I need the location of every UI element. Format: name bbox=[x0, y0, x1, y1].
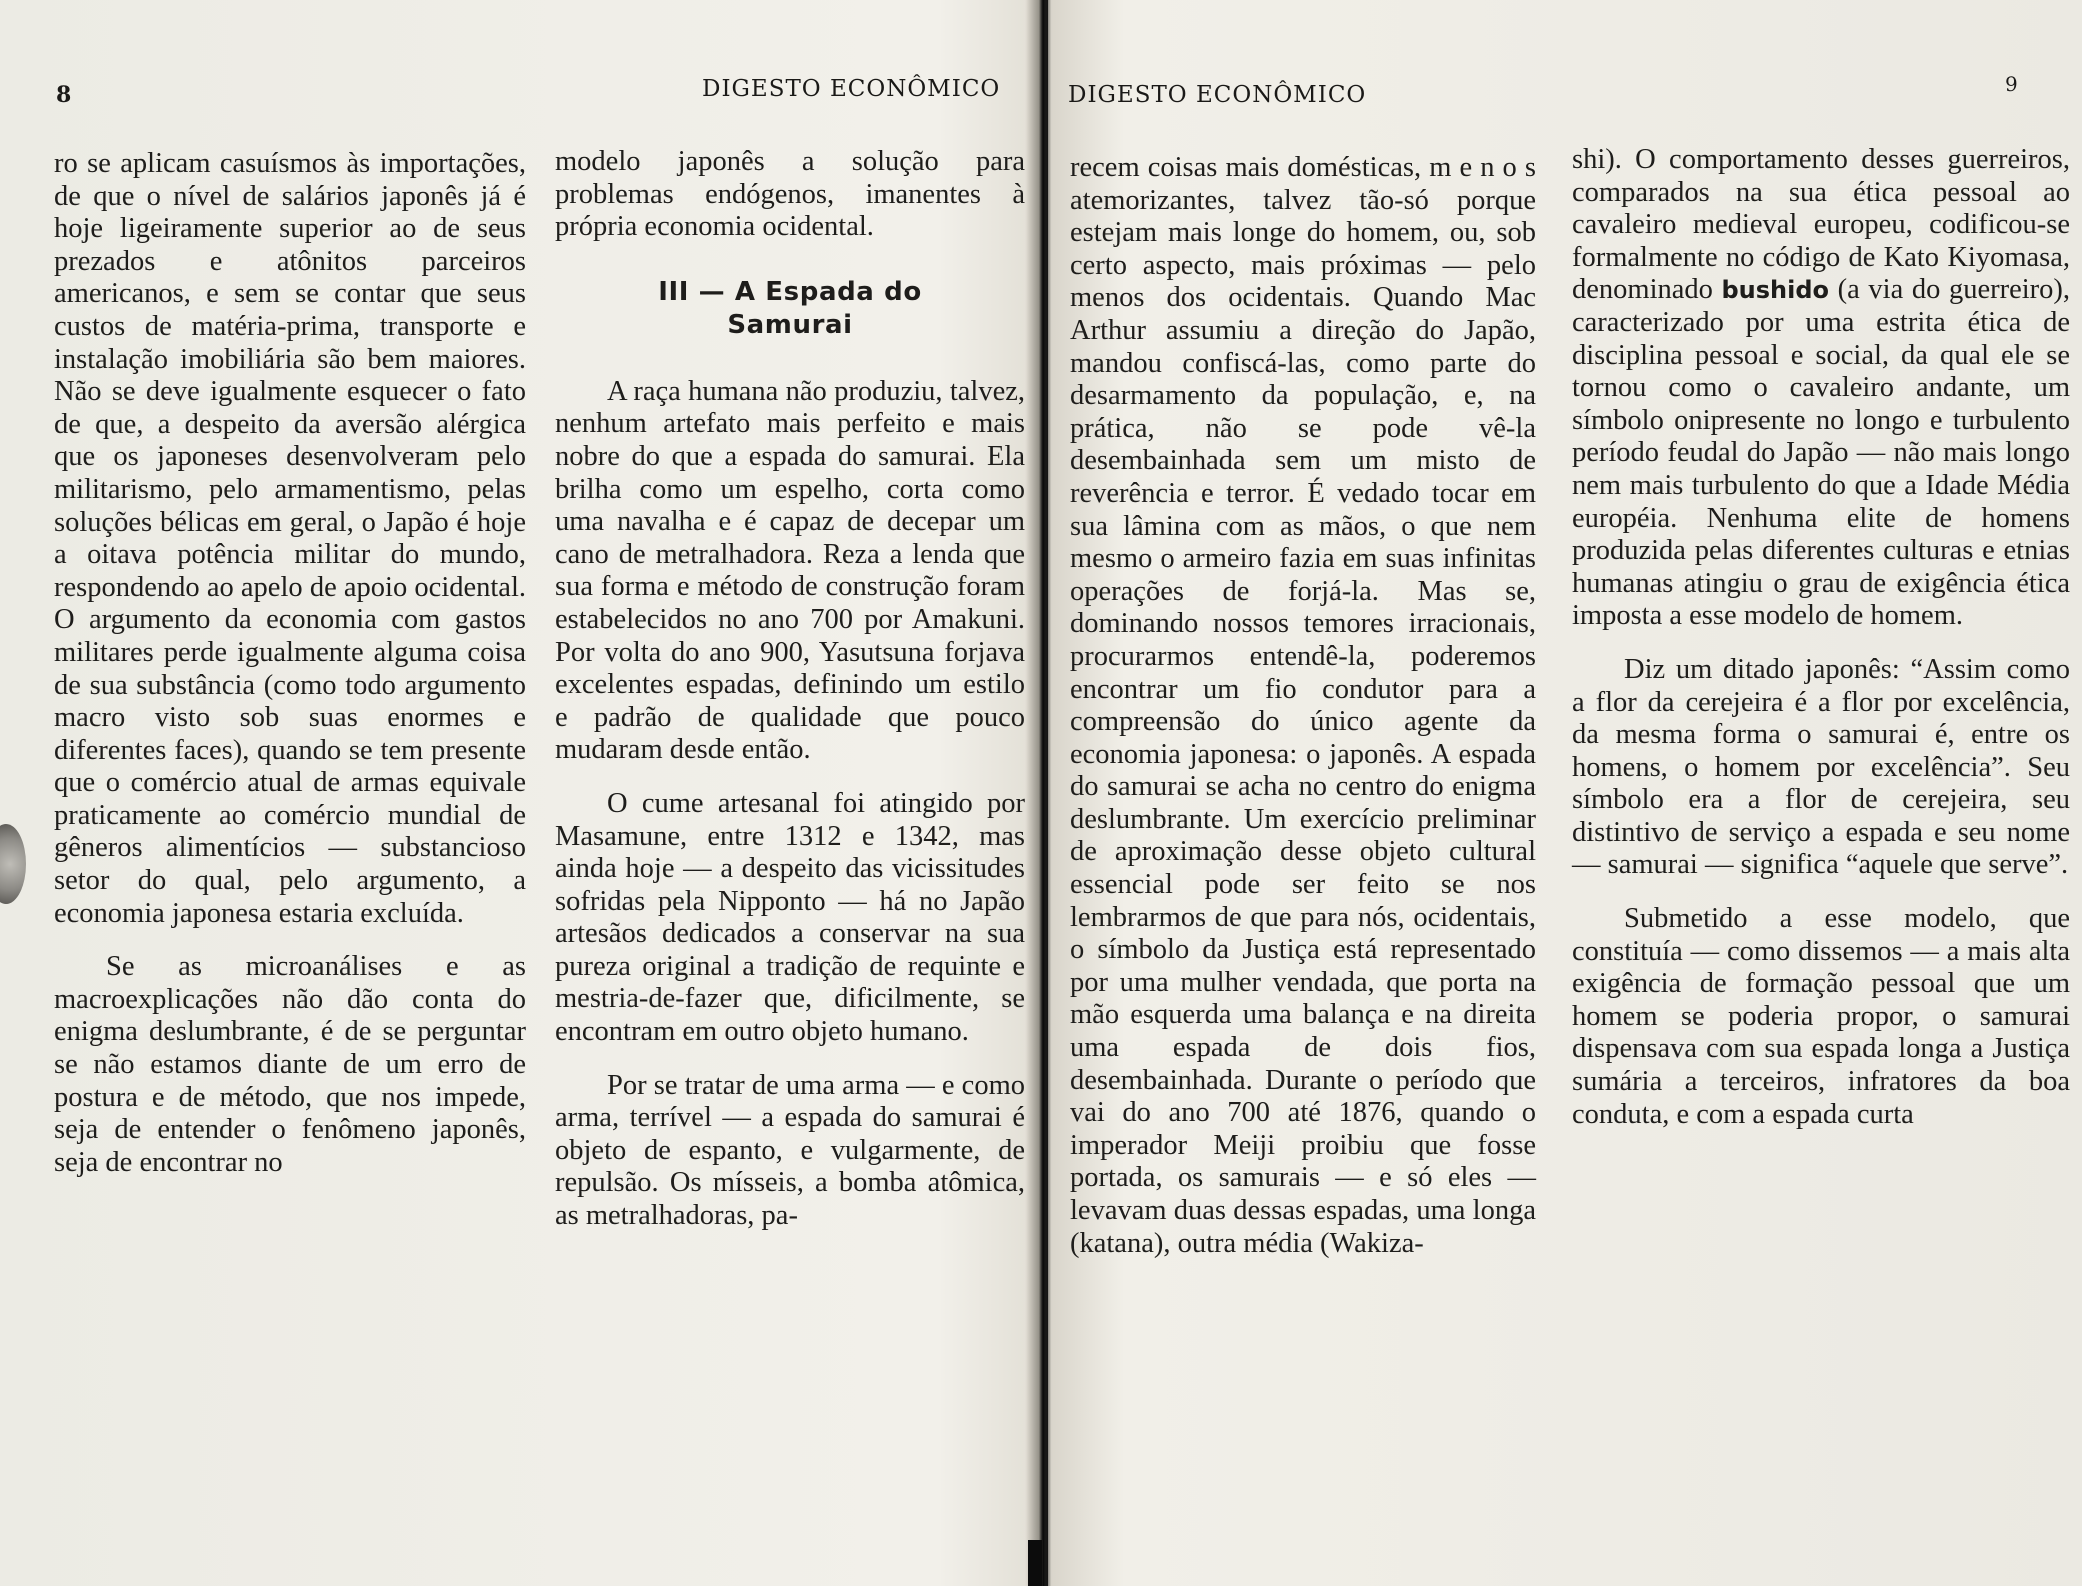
paragraph: modelo japonês a solução para problemas endógenos, imanentes à própria economia ocidental. bbox=[555, 146, 1025, 243]
left-page-column-2 bbox=[555, 146, 1025, 1233]
paragraph: Se as microanálises e as macroexplicações não dão conta do enigma deslumbrante, é de se perguntar se não estamos diante de um erro de postura e de método, que nos impede, seja de entender o fenômeno japonês, seja de encontrar no bbox=[54, 951, 526, 1178]
paragraph: A raça humana não produziu, talvez, nenhum artefato mais perfeito e mais nobre do que a espada do samurai. Ela brilha como um espelho, corta como uma navalha e é capaz de decepar um cano de metralhadora. Reza a lenda que sua forma e método de construção foram estabelecidos no ano 700 por Amakuni. Por volta do ano 900, Yasutsuna forjava excelentes espadas, definindo um estilo e padrão de qualidade que pouco mudaram desde então. bbox=[555, 375, 1025, 766]
section-heading-line: III — A Espada do bbox=[658, 276, 922, 307]
bold-term: bushido bbox=[1721, 276, 1830, 305]
paragraph: ro se aplicam casuísmos às importações, de que o nível de salários japonês já é hoje ligeiramente superior ao de seus prezados e atônitos parceiros americanos, e sem se contar que seus custos de matéria-prima, transporte e instalação imobiliária são bem maiores. Não se deve igualmente esquecer o fato de que, a despeito da aversão alérgica que os japoneses desenvolveram pelo militarismo, pelo armamentismo, pelas soluções bélicas em geral, o Japão é hoje a oitava potência militar do mundo, respondendo ao apelo de apoio ocidental. O argumento da economia com gastos militares perde igualmente alguma coisa de sua substância (como todo argumento macro visto sob suas enormes e diferentes faces), quando se tem presente que o comércio atual de armas equivale praticamente ao comércio mundial de gêneros alimentícios — substancioso setor do qual, pelo argumento, a economia japonesa estaria excluída. bbox=[54, 148, 526, 929]
paragraph: Por se tratar de uma arma — e como arma, terrível — a espada do samurai é objeto de espanto, e vulgarmente, de repulsão. Os mísseis, a bomba atômica, as metralhadoras, pa- bbox=[555, 1069, 1025, 1232]
page-number: 8 bbox=[56, 82, 73, 108]
paragraph-text: (a via do guerreiro), caracterizado por uma estrita ética de disciplina pessoal e social, da qual ele se tornou como o cavaleiro andante, um símbolo onipresente no longo e turbulento período feudal do Japão — não mais longo nem mais turbulento do que a Idade Média européia. Nenhuma elite de homens produzida pelas diferentes culturas e etnias humanas atingiu o grau de exigência ética imposta a esse modelo de homem. bbox=[1572, 274, 2070, 632]
section-heading bbox=[555, 276, 1025, 342]
paragraph bbox=[1572, 144, 2070, 633]
right-page-column-2 bbox=[1572, 144, 2070, 1131]
paragraph: O cume artesanal foi atingido por Masamune, entre 1312 e 1342, mas ainda hoje — a despeito das vicissitudes sofridas pela Nipponto — há no Japão artesãos dedicados a conservar na sua pureza original a tradição de requinte e mestria-de-fazer que, dificilmente, se encontram em outro objeto humano. bbox=[555, 787, 1025, 1048]
left-page bbox=[0, 0, 1040, 1586]
left-page-column-1 bbox=[54, 148, 526, 1179]
spine-mark bbox=[1028, 1540, 1042, 1586]
running-head: DIGESTO ECONÔMICO bbox=[1068, 82, 1367, 108]
section-heading-line: Samurai bbox=[727, 309, 853, 340]
paragraph: recem coisas mais domésticas, m e n o s atemorizantes, talvez tão-só porque estejam mais longe do homem, ou, sob certo aspecto, mais próximas — pelo menos dos ocidentais. Quando Mac Arthur assumiu a direção do Japão, mandou confiscá-las, como parte do desarmamento da população, e, na prática, não se pode vê-la desembainhada sem um misto de reverência e terror. É vedado tocar em sua lâmina com as mãos, o que nem mesmo o armeiro fazia em suas infinitas operações de forjá-la. Mas se, dominando nossos temores irracionais, procurarmos entendê-la, poderemos encontrar um fio condutor para a compreensão do único agente da economia japonesa: o japonês. A espada do samurai se acha no centro do enigma deslumbrante. Um exercício preliminar de aproximação desse objeto cultural essencial pode ser feito se nos lembrarmos de que para nós, ocidentais, o símbolo da Justiça está representado por uma mulher vendada, que porta na mão esquerda uma balança e na direita uma espada de dois fios, desembainhada. Durante o período que vai do ano 700 até 1876, quando o imperador Meiji proibiu que fosse portada, os samurais — e só eles — levavam duas dessas espadas, uma longa (katana), outra média (Wakiza- bbox=[1070, 152, 1536, 1259]
right-page bbox=[1042, 0, 2082, 1586]
page-number: 9 bbox=[2005, 72, 2019, 96]
running-head: DIGESTO ECONÔMICO bbox=[702, 76, 1001, 102]
right-page-column-1 bbox=[1070, 152, 1536, 1260]
paragraph-text: shi). O comportamento desses guerreiros, comparados na sua ética pessoal ao cavaleiro medieval europeu, codificou-se formalmente no código de Kato Kiyomasa, denominado bbox=[1572, 144, 2070, 306]
paragraph: Submetido a esse modelo, que constituía — como dissemos — a mais alta exigência de formação pessoal que um homem se poderia propor, o samurai dispensava com sua espada longa a Justiça sumária a terceiros, infratores da boa conduta, e com a espada curta bbox=[1572, 903, 2070, 1130]
paragraph: Diz um ditado japonês: “Assim como a flor da cerejeira é a flor por excelência, da mesma forma o samurai é, entre os homens, o homem por excelência”. Seu símbolo era a flor de cerejeira, seu distintivo de serviço a espada e seu nome — samurai — significa “aquele que serve”. bbox=[1572, 653, 2070, 881]
binding-hole bbox=[0, 824, 26, 904]
